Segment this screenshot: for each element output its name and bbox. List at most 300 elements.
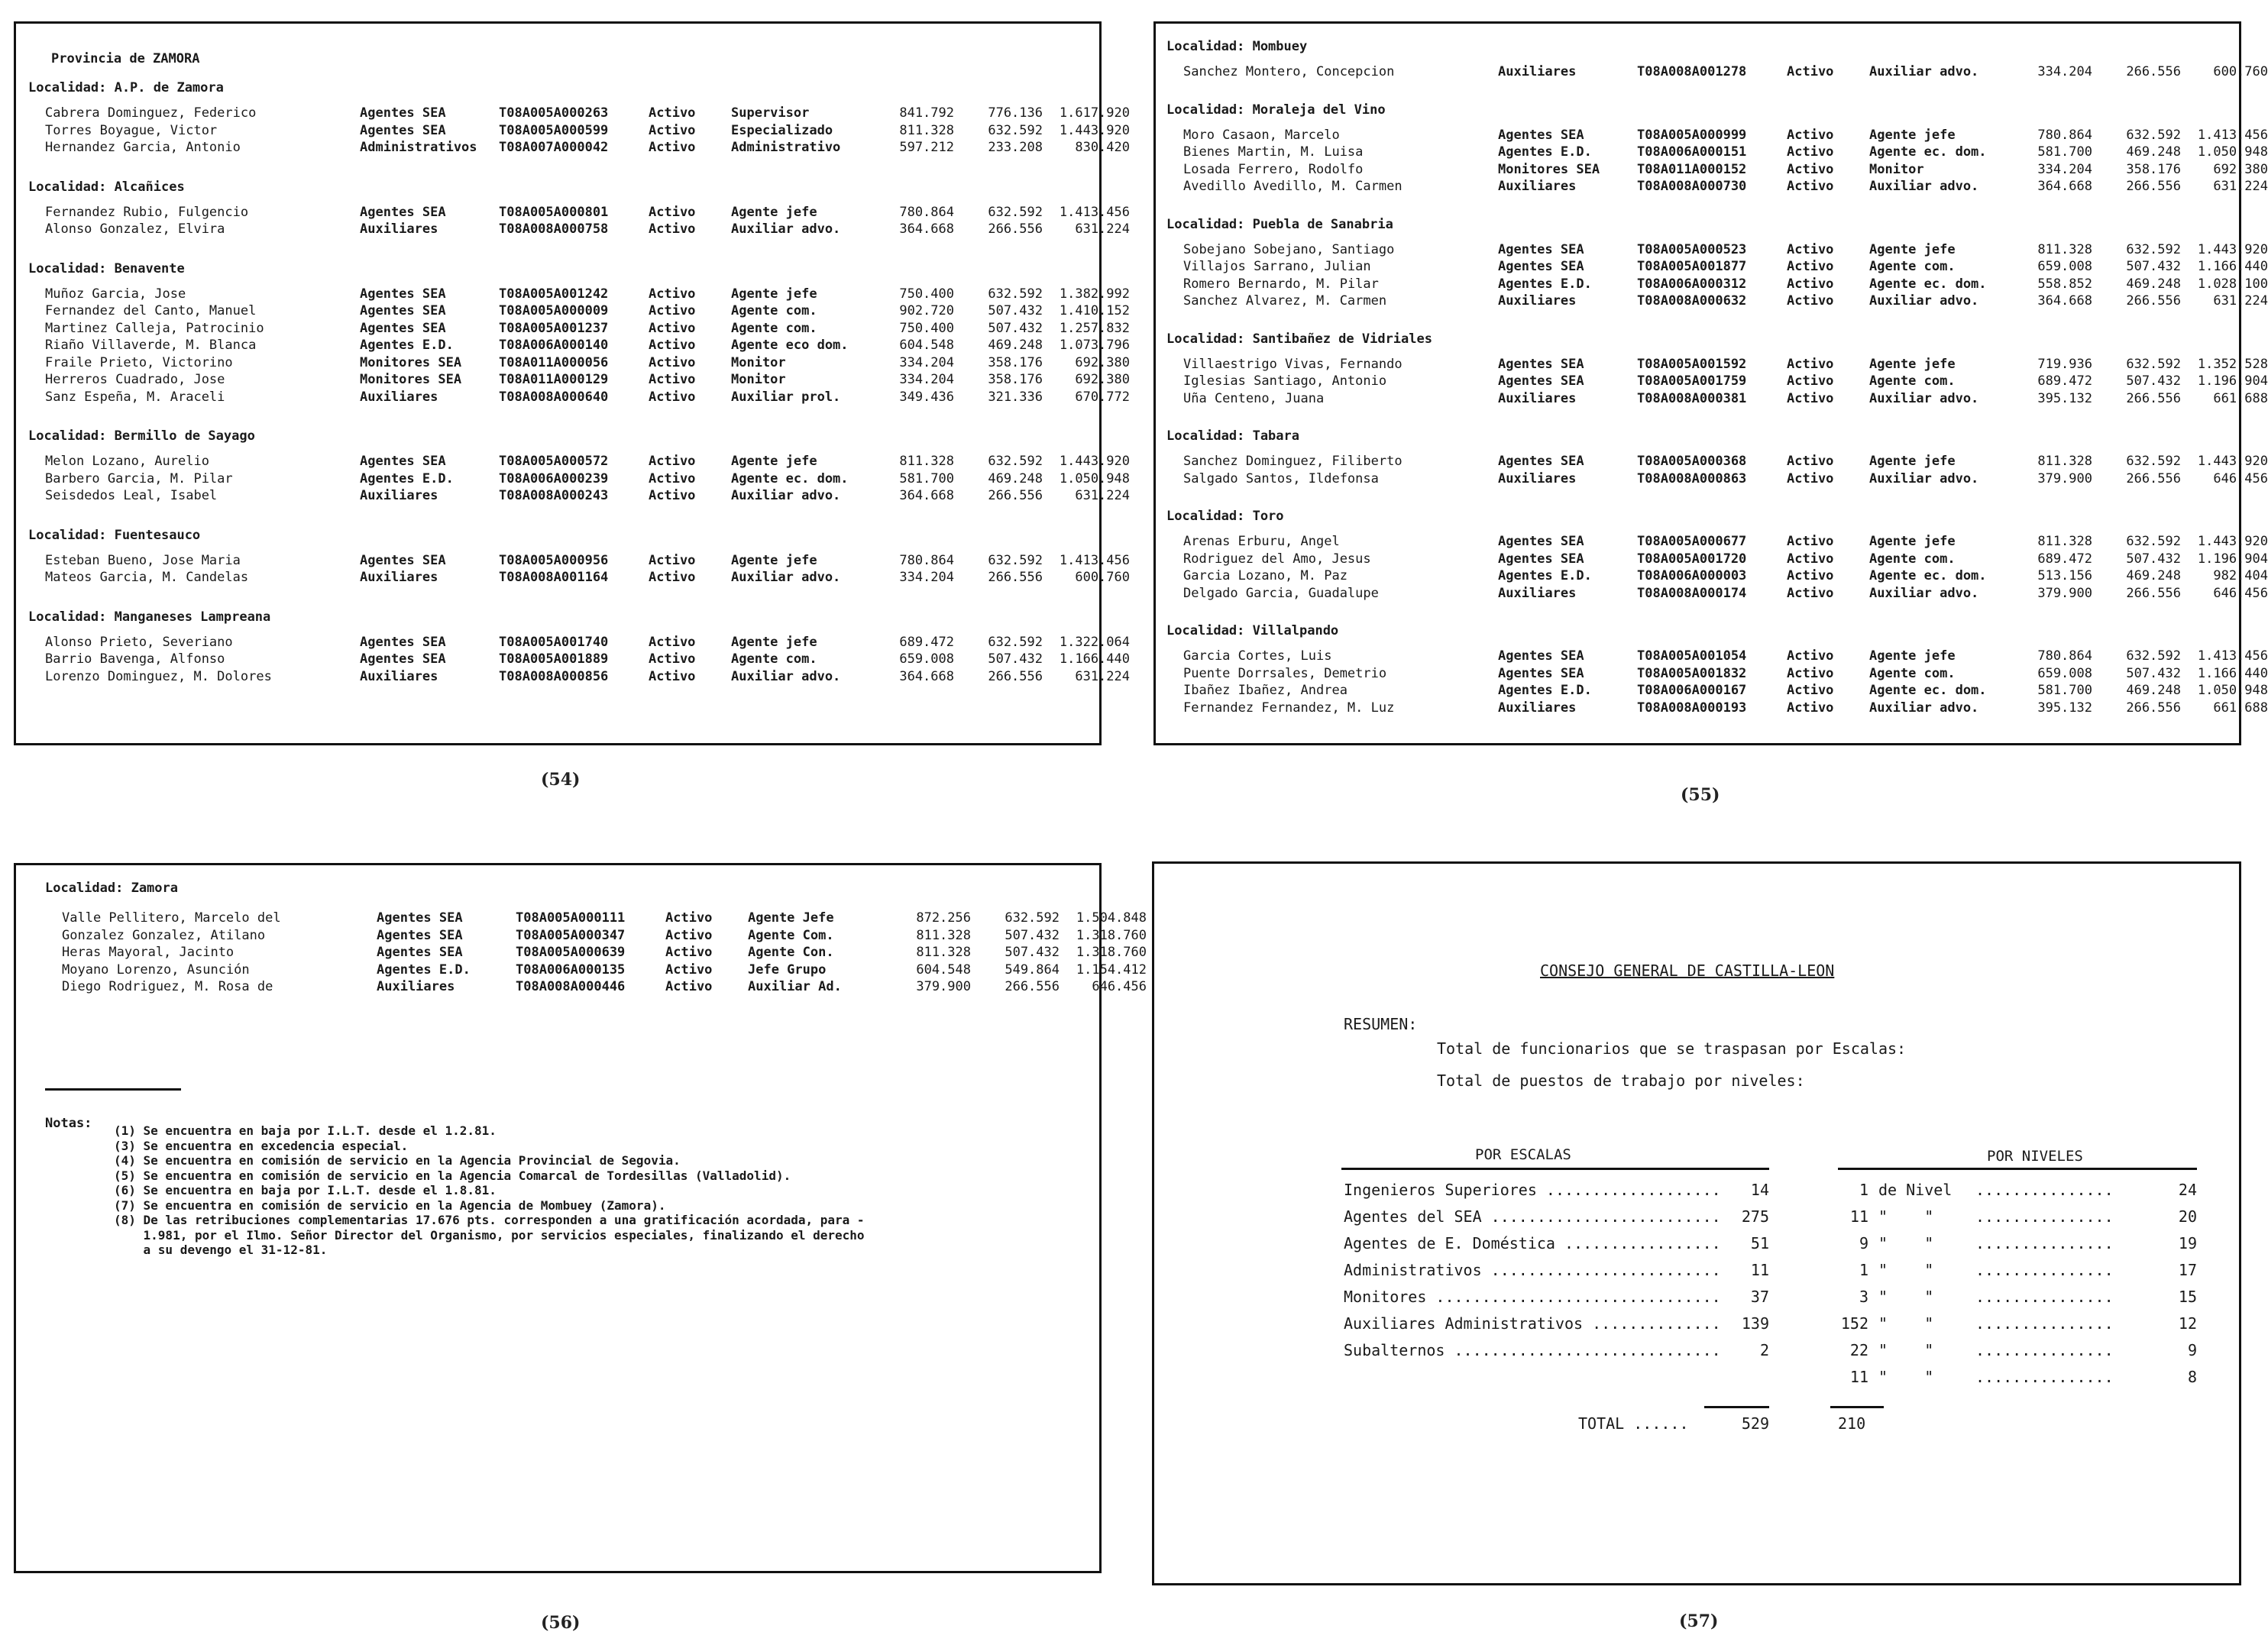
scale: Auxiliares	[377, 979, 455, 994]
post: Agente Con.	[748, 945, 834, 960]
post: Monitor	[731, 372, 786, 387]
scale: Administrativos	[360, 140, 477, 155]
complement: 632.592	[2126, 356, 2181, 372]
employee-name: Hernandez Garcia, Antonio	[45, 140, 241, 155]
page-54-panel	[14, 21, 1130, 745]
p54-table-row	[45, 552, 1130, 569]
registry-code: T08A011A000152	[1637, 161, 1747, 177]
total: 646.456	[2213, 470, 2268, 486]
employee-name: Villajos Sarrano, Julian	[1183, 259, 1371, 274]
post: Agente com.	[731, 651, 817, 667]
salary-base: 780.864	[2037, 127, 2092, 143]
total: 1.382.992	[1059, 286, 1130, 302]
page-number-54: (54)	[541, 770, 581, 790]
scale: Agentes SEA	[360, 651, 446, 667]
total: 1.443.920	[1059, 454, 1130, 469]
salary-base: 395.132	[2037, 390, 2092, 406]
nivel-label: " "	[1878, 1341, 1934, 1359]
nivel-label: " "	[1878, 1314, 1934, 1333]
salary-base: 334.204	[899, 570, 954, 585]
status: Activo	[649, 338, 696, 353]
salary-base: 811.328	[916, 945, 971, 960]
escala-name: Agentes de E. Doméstica	[1344, 1234, 1555, 1252]
p55-table-row	[1183, 292, 2268, 309]
registry-code: T08A006A000151	[1637, 144, 1747, 160]
registry-code: T08A005A000572	[499, 454, 609, 469]
scale: Agentes SEA	[360, 105, 446, 121]
employee-name: Delgado Garcia, Guadalupe	[1183, 585, 1379, 601]
escala-value: 11	[1750, 1261, 1769, 1279]
status: Activo	[1787, 551, 1834, 567]
post: Especializado	[731, 122, 833, 138]
note-item: (8) De las retribuciones complementarias 17.676 pts. corresponden a una gratificación acordada, para -	[114, 1213, 865, 1227]
page-57-panel	[1152, 861, 2241, 1585]
employee-name: Sanchez Dominguez, Filiberto	[1183, 454, 1403, 469]
salary-base: 604.548	[916, 961, 971, 978]
p55-locality-heading: Localidad: Mombuey	[1166, 39, 1308, 54]
salary-base: 689.472	[899, 634, 954, 650]
registry-code: T08A007A000042	[499, 140, 609, 155]
total: 670.772	[1075, 389, 1130, 405]
status: Activo	[649, 470, 696, 486]
employee-name: Mateos Garcia, M. Candelas	[45, 570, 249, 585]
registry-code: T08A005A000111	[516, 910, 626, 926]
post: Agente ec. dom.	[1869, 144, 1987, 160]
nivel-label: " "	[1878, 1261, 1934, 1279]
status: Activo	[1787, 127, 1834, 143]
nivel-count: 11	[1849, 1207, 1868, 1226]
post: Agente jefe	[731, 286, 817, 302]
nivel-level: 12	[2178, 1314, 2197, 1333]
salary-base: 364.668	[2037, 179, 2092, 194]
employee-name: Fernandez del Canto, Manuel	[45, 303, 257, 318]
registry-code: T08A008A000863	[1637, 470, 1747, 486]
scale: Agentes SEA	[1498, 259, 1584, 274]
total: 1.443.920	[1059, 122, 1130, 138]
nivel-level: 19	[2178, 1234, 2197, 1252]
nivel-dots: ...............	[1975, 1207, 2114, 1226]
registry-code: T08A006A000003	[1637, 568, 1747, 583]
salary-base: 334.204	[899, 372, 954, 387]
nivel-row	[1154, 1285, 2239, 1308]
post: Administrativo	[731, 140, 841, 155]
complement: 507.432	[2126, 373, 2181, 389]
total: 1.166.440	[2197, 259, 2268, 274]
employee-name: Sobejano Sobejano, Santiago	[1183, 241, 1395, 257]
complement: 507.432	[988, 303, 1043, 318]
nivel-count: 3	[1859, 1288, 1868, 1306]
nivel-count: 152	[1840, 1314, 1868, 1333]
salary-base: 780.864	[899, 204, 954, 220]
p55-table-row	[1183, 665, 2268, 682]
post: Agente jefe	[1869, 534, 1956, 549]
post: Auxiliar advo.	[1869, 700, 1979, 716]
employee-name: Romero Bernardo, M. Pilar	[1183, 276, 1379, 292]
scale: Agentes SEA	[360, 320, 446, 336]
employee-name: Avedillo Avedillo, M. Carmen	[1183, 179, 1403, 194]
scale: Auxiliares	[1498, 293, 1577, 309]
total: 631.224	[1075, 221, 1130, 237]
scale: Agentes SEA	[377, 910, 463, 926]
note-item: (4) Se encuentra en comisión de servicio en la Agencia Provincial de Segovia.	[114, 1153, 681, 1168]
note-item: (7) Se encuentra en comisión de servicio en la Agencia de Mombuey (Zamora).	[114, 1197, 666, 1213]
p54-table-row	[45, 337, 1130, 354]
nivel-dots: ...............	[1975, 1234, 2114, 1252]
escala-name: Subalternos	[1344, 1341, 1445, 1359]
post: Agente ec. dom.	[1869, 568, 1987, 583]
post: Agente com.	[731, 320, 817, 336]
complement: 266.556	[988, 221, 1043, 237]
p55-locality-heading: Localidad: Puebla de Sanabria	[1166, 216, 1393, 232]
scale: Auxiliares	[1498, 700, 1577, 716]
status: Activo	[1787, 179, 1834, 194]
salary-base: 811.328	[916, 927, 971, 943]
complement: 507.432	[2126, 551, 2181, 567]
employee-name: Herreros Cuadrado, Jose	[45, 372, 225, 387]
registry-code: T08A005A000639	[516, 945, 626, 960]
registry-code: T08A005A000956	[499, 552, 609, 568]
status: Activo	[649, 204, 696, 220]
p55-table-row	[1183, 241, 2268, 258]
registry-code: T08A005A000368	[1637, 454, 1747, 469]
nivel-dots: ...............	[1975, 1261, 2114, 1279]
p56-locality-heading: Localidad: Zamora	[45, 881, 178, 896]
nivel-count: 11	[1849, 1368, 1868, 1386]
scale: Agentes E.D.	[377, 961, 471, 978]
post: Agente jefe	[1869, 648, 1956, 664]
p54-table-row	[45, 651, 1130, 667]
status: Activo	[1787, 470, 1834, 486]
total: 646.456	[1092, 979, 1147, 994]
nivel-count: 9	[1859, 1234, 1868, 1252]
salary-base: 334.204	[899, 354, 954, 370]
post: Supervisor	[731, 105, 810, 121]
total: 1.196.904	[2197, 373, 2268, 389]
registry-code: T08A005A001592	[1637, 356, 1747, 372]
total: 1.504.848	[1076, 910, 1147, 926]
total: 1.257.832	[1059, 320, 1130, 336]
escala-name: Administrativos	[1344, 1261, 1482, 1279]
salary-base: 581.700	[2037, 144, 2092, 160]
post: Agente Jefe	[748, 910, 834, 926]
salary-base: 558.852	[2037, 276, 2092, 292]
registry-code: T08A006A000140	[499, 338, 609, 353]
status: Activo	[1787, 293, 1834, 309]
post: Agente com.	[1869, 665, 1956, 681]
status: Activo	[1787, 161, 1834, 177]
registry-code: T08A006A000167	[1637, 683, 1747, 698]
status: Activo	[649, 105, 696, 121]
escala-name: Monitores	[1344, 1288, 1427, 1306]
escala-value: 139	[1741, 1314, 1769, 1333]
p56-table-row	[62, 910, 1147, 926]
post: Auxiliar advo.	[731, 221, 841, 237]
p55-table-row	[1183, 258, 2268, 275]
status: Activo	[1787, 144, 1834, 160]
salary-base: 379.900	[2037, 470, 2092, 486]
nivel-dots: ...............	[1975, 1368, 2114, 1386]
employee-name: Gonzalez Gonzalez, Atilano	[62, 927, 266, 943]
status: Activo	[649, 389, 696, 405]
registry-code: T08A005A000263	[499, 105, 609, 121]
page-number-55: (55)	[1681, 785, 1720, 805]
post: Agente jefe	[1869, 241, 1956, 257]
complement: 632.592	[988, 634, 1043, 650]
nivel-level: 9	[2187, 1341, 2197, 1359]
p54-table-row	[45, 286, 1130, 302]
p55-table-row	[1183, 585, 2268, 602]
salary-base: 379.900	[2037, 585, 2092, 601]
escala-label: Ingenieros Superiores ...................	[1344, 1181, 1721, 1199]
scale: Auxiliares	[360, 570, 438, 585]
scale: Agentes E.D.	[1498, 683, 1592, 698]
registry-code: T08A005A000599	[499, 122, 609, 138]
registry-code: T08A005A000801	[499, 204, 609, 220]
status: Activo	[1787, 241, 1834, 257]
scale: Agentes SEA	[377, 945, 463, 960]
p54-table-row	[45, 105, 1130, 121]
complement: 632.592	[2126, 454, 2181, 469]
complement: 358.176	[988, 354, 1043, 370]
scale: Auxiliares	[360, 668, 438, 684]
post: Agente jefe	[731, 454, 817, 469]
nivel-row	[1154, 1312, 2239, 1335]
employee-name: Barbero Garcia, M. Pilar	[45, 470, 233, 486]
salary-base: 811.328	[2037, 534, 2092, 549]
post: Auxiliar advo.	[1869, 585, 1979, 601]
post: Auxiliar advo.	[1869, 390, 1979, 406]
status: Activo	[665, 979, 713, 994]
page-54-content	[16, 24, 1130, 743]
employee-name: Muñoz Garcia, Jose	[45, 286, 186, 302]
salary-base: 334.204	[2037, 64, 2092, 79]
employee-name: Heras Mayoral, Jacinto	[62, 945, 235, 960]
complement: 469.248	[988, 338, 1043, 353]
nivel-dots: ...............	[1975, 1341, 2114, 1359]
post: Agente ec. dom.	[1869, 276, 1987, 292]
escala-name: Agentes del SEA	[1344, 1207, 1482, 1226]
employee-name: Salgado Santos, Ildefonsa	[1183, 470, 1379, 486]
registry-code: T08A005A001877	[1637, 259, 1747, 274]
scale: Monitores SEA	[360, 372, 462, 387]
scale: Agentes E.D.	[360, 338, 454, 353]
complement: 507.432	[2126, 665, 2181, 681]
p56-table-row	[62, 978, 1147, 995]
escala-label: Auxiliares Administrativos ..............	[1344, 1314, 1721, 1333]
employee-name: Cabrera Dominguez, Federico	[45, 105, 257, 121]
status: Activo	[665, 910, 713, 926]
total: 692.380	[1075, 372, 1130, 387]
status: Activo	[1787, 356, 1834, 372]
status: Activo	[649, 122, 696, 138]
salary-base: 513.156	[2037, 568, 2092, 583]
post: Agente com.	[1869, 551, 1956, 567]
nivel-dots: ...............	[1975, 1314, 2114, 1333]
complement: 632.592	[988, 122, 1043, 138]
post: Agente com.	[731, 303, 817, 318]
complement: 266.556	[2126, 179, 2181, 194]
note-item: 1.981, por el Ilmo. Señor Director del Organismo, por servicios especiales, finalizando el derecho	[114, 1227, 865, 1243]
registry-code: T08A005A001740	[499, 634, 609, 650]
p55-table-row	[1183, 161, 2268, 178]
total-label: TOTAL ......	[1578, 1414, 1689, 1433]
escala-label: Administrativos .........................	[1344, 1261, 1721, 1279]
employee-name: Iglesias Santiago, Antonio	[1183, 373, 1387, 389]
status: Activo	[649, 488, 696, 503]
employee-name: Uña Centeno, Juana	[1183, 390, 1325, 406]
p55-table-row	[1183, 356, 2268, 373]
employee-name: Sanchez Alvarez, M. Carmen	[1183, 293, 1387, 309]
total: 692.380	[2213, 161, 2268, 177]
registry-code: T08A008A000193	[1637, 700, 1747, 716]
escala-value: 51	[1750, 1234, 1769, 1252]
p54-table-row	[45, 634, 1130, 651]
salary-base: 379.900	[916, 979, 971, 994]
scale: Agentes SEA	[1498, 356, 1584, 372]
total: 1.318.760	[1076, 927, 1147, 943]
escalas-header: POR ESCALAS	[1475, 1146, 1571, 1163]
employee-name: Alonso Prieto, Severiano	[45, 634, 233, 650]
complement: 266.556	[988, 488, 1043, 503]
page-number-56: (56)	[541, 1613, 581, 1633]
post: Agente com.	[1869, 259, 1956, 274]
registry-code: T08A005A001054	[1637, 648, 1747, 664]
total: 1.413.456	[2197, 127, 2268, 143]
registry-code: T08A006A000239	[499, 470, 609, 486]
scale: Agentes SEA	[1498, 127, 1584, 143]
complement: 507.432	[1005, 945, 1060, 960]
post: Auxiliar advo.	[1869, 64, 1979, 79]
employee-name: Bienes Martin, M. Luisa	[1183, 144, 1364, 160]
complement: 266.556	[2126, 390, 2181, 406]
employee-name: Alonso Gonzalez, Elvira	[45, 221, 225, 237]
status: Activo	[649, 221, 696, 237]
p54-table-row	[45, 122, 1130, 139]
escala-label: Monitores ...............................	[1344, 1288, 1721, 1306]
total-rule-escalas	[1704, 1406, 1769, 1408]
scale: Auxiliares	[1498, 470, 1577, 486]
scale: Monitores SEA	[360, 354, 462, 370]
scale: Agentes E.D.	[1498, 144, 1592, 160]
p54-table-row	[45, 569, 1130, 586]
total: 646.456	[2213, 585, 2268, 601]
p55-table-row	[1183, 682, 2268, 699]
post: Auxiliar advo.	[731, 488, 841, 503]
nivel-row	[1154, 1259, 2239, 1281]
status: Activo	[1787, 276, 1834, 292]
complement: 632.592	[988, 204, 1043, 220]
post: Agente jefe	[1869, 454, 1956, 469]
scale: Agentes SEA	[1498, 454, 1584, 469]
salary-base: 689.472	[2037, 373, 2092, 389]
salary-base: 581.700	[2037, 683, 2092, 698]
employee-name: Esteban Bueno, Jose Maria	[45, 552, 241, 568]
nivel-row	[1154, 1178, 2239, 1201]
nivel-label: de Nivel	[1878, 1181, 1953, 1199]
complement: 632.592	[2126, 127, 2181, 143]
nivel-count: 22	[1849, 1341, 1868, 1359]
post: Agente ec. dom.	[1869, 683, 1987, 698]
post: Auxiliar advo.	[1869, 179, 1979, 194]
p55-table-row	[1183, 373, 2268, 389]
salary-base: 811.328	[899, 122, 954, 138]
registry-code: T08A005A001242	[499, 286, 609, 302]
post: Agente com.	[1869, 373, 1956, 389]
salary-base: 872.256	[916, 910, 971, 926]
employee-name: Rodriguez del Amo, Jesus	[1183, 551, 1371, 567]
p55-table-row	[1183, 567, 2268, 584]
complement: 266.556	[2126, 470, 2181, 486]
p54-table-row	[45, 221, 1130, 238]
status: Activo	[665, 945, 713, 960]
page-57-content	[1154, 864, 2239, 1583]
p55-table-row	[1183, 648, 2268, 664]
resumen-label: RESUMEN:	[1344, 1015, 1418, 1033]
total: 1.322.064	[1059, 634, 1130, 650]
total: 982.404	[2213, 568, 2268, 583]
p54-locality-heading: Localidad: Benavente	[28, 260, 185, 276]
employee-name: Fernandez Rubio, Fulgencio	[45, 204, 249, 220]
total: 1.166.440	[1059, 651, 1130, 667]
p55-table-row	[1183, 551, 2268, 567]
complement: 266.556	[988, 570, 1043, 585]
total: 1.196.904	[2197, 551, 2268, 567]
status: Activo	[649, 354, 696, 370]
p55-table-row	[1183, 390, 2268, 407]
status: Activo	[665, 961, 713, 978]
complement: 469.248	[2126, 144, 2181, 160]
nivel-row	[1154, 1205, 2239, 1228]
p54-table-row	[45, 354, 1130, 371]
scale: Agentes SEA	[1498, 534, 1584, 549]
salary-base: 349.436	[899, 389, 954, 405]
employee-name: Sanchez Montero, Concepcion	[1183, 64, 1395, 79]
registry-code: T08A005A001237	[499, 320, 609, 336]
nivel-label: " "	[1878, 1368, 1934, 1386]
salary-base: 902.720	[899, 303, 954, 318]
escala-name: Ingenieros Superiores	[1344, 1181, 1537, 1199]
registry-code: T08A008A001164	[499, 570, 609, 585]
registry-code: T08A011A000129	[499, 372, 609, 387]
scale: Agentes SEA	[1498, 373, 1584, 389]
post: Auxiliar Ad.	[748, 979, 842, 994]
complement: 507.432	[988, 651, 1043, 667]
total: 661.688	[2213, 390, 2268, 406]
p54-province-title: Provincia de ZAMORA	[51, 51, 200, 66]
p55-table-row	[1183, 470, 2268, 487]
post: Agente jefe	[1869, 127, 1956, 143]
p54-locality-heading: Localidad: Alcañices	[28, 179, 185, 195]
employee-name: Melon Lozano, Aurelio	[45, 454, 209, 469]
niveles-header: POR NIVELES	[1987, 1148, 2083, 1165]
total: 692.380	[1075, 354, 1130, 370]
registry-code: T08A005A000009	[499, 303, 609, 318]
nivel-row	[1154, 1232, 2239, 1255]
post: Agente jefe	[1869, 356, 1956, 372]
total: 1.050.948	[2197, 683, 2268, 698]
salary-base: 364.668	[2037, 293, 2092, 309]
registry-code: T08A011A000056	[499, 354, 609, 370]
post: Agente ec. dom.	[731, 470, 849, 486]
p55-locality-heading: Localidad: Toro	[1166, 509, 1284, 524]
employee-name: Moyano Lorenzo, Asunción	[62, 961, 250, 978]
post: Agente jefe	[731, 634, 817, 650]
post: Jefe Grupo	[748, 961, 827, 978]
p56-table-row	[62, 927, 1147, 944]
registry-code: T08A005A001889	[499, 651, 609, 667]
total: 631.224	[1075, 668, 1130, 684]
employee-name: Sanz Espeña, M. Araceli	[45, 389, 225, 405]
